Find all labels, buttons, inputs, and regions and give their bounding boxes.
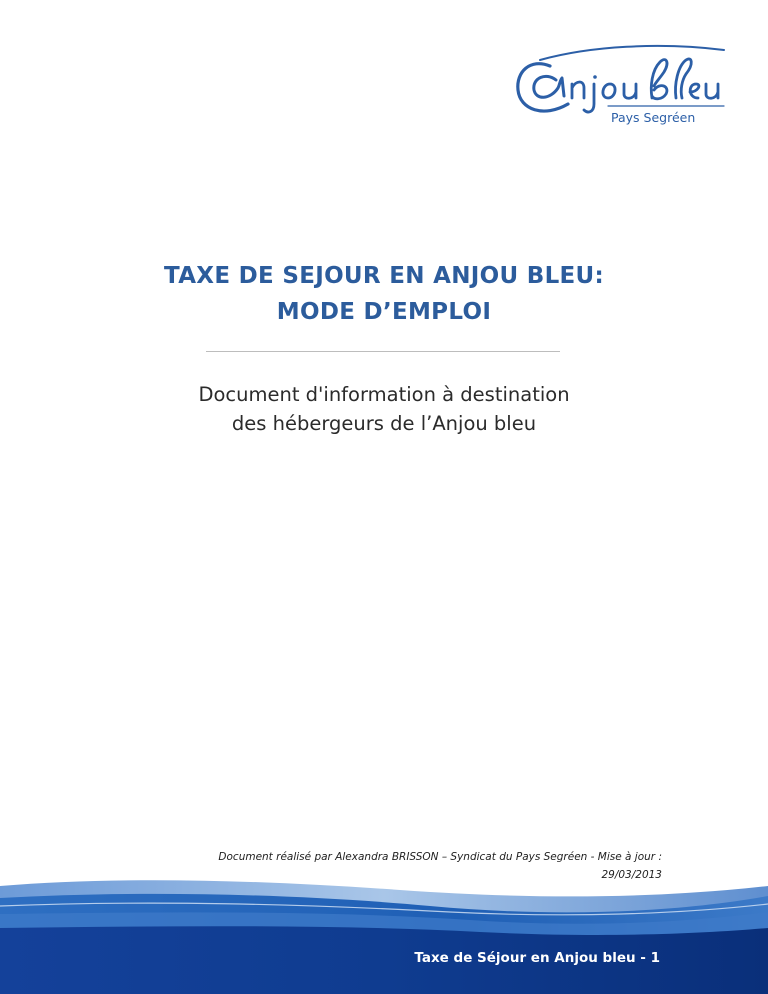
footer-page-label: Taxe de Séjour en Anjou bleu - 1: [414, 950, 660, 966]
credit-line-2: 29/03/2013: [601, 869, 662, 881]
subtitle-line-1: Document d'information à destination: [198, 383, 570, 406]
anjou-bleu-logo: [510, 40, 730, 135]
title-divider: [206, 351, 560, 352]
title-line-1: TAXE DE SEJOUR EN ANJOU BLEU:: [163, 263, 605, 289]
logo-tagline: Pays Segréen: [611, 110, 696, 125]
credit-line-1: Document réalisé par Alexandra BRISSON – Syndicat du Pays Segréen - Mise à jour :: [218, 851, 662, 863]
subtitle-line-2: des hébergeurs de l’Anjou bleu: [231, 412, 537, 435]
footer-wave-band: [0, 876, 768, 994]
title-line-2: MODE D’EMPLOI: [276, 299, 492, 325]
document-subtitle: [0, 380, 768, 438]
document-title: [0, 258, 768, 330]
